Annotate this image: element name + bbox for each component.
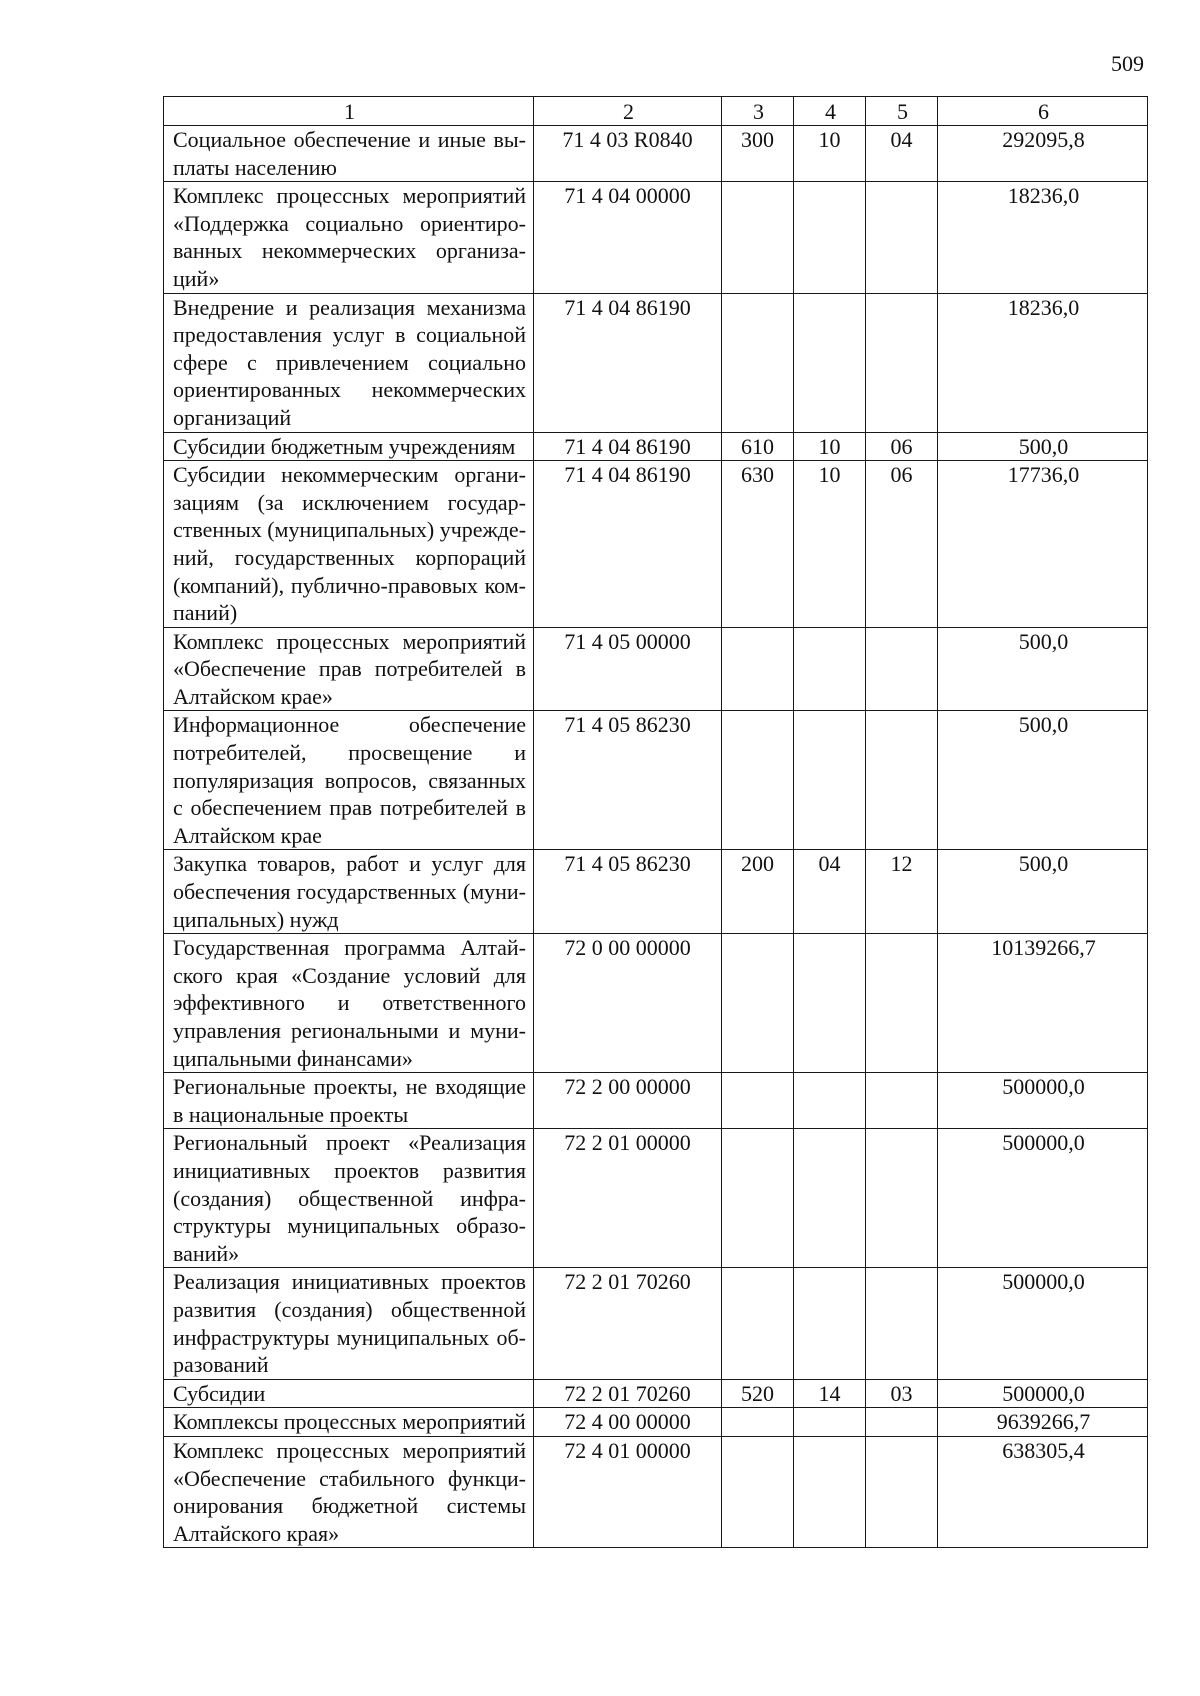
row-name-cell: Информационное обеспечение потребителей, просвещение и популяризация вопросов, связанных с обеспечением прав потребителей в Алтайском крае [164, 711, 534, 850]
table-row [164, 711, 1148, 850]
table-row [164, 126, 1148, 182]
column-header-4: 4 [794, 97, 866, 126]
page-number: 509 [1111, 51, 1144, 76]
column-header-1: 1 [164, 97, 534, 126]
row-name-cell: Социальное обеспечение и иные выплаты населению [164, 126, 534, 182]
row-col5-cell [866, 627, 938, 711]
table-row [164, 1379, 1148, 1408]
row-amount-cell: 500,0 [938, 432, 1148, 461]
row-amount-cell: 18236,0 [938, 293, 1148, 432]
row-col5-cell: 06 [866, 461, 938, 628]
row-amount-cell: 292095,8 [938, 126, 1148, 182]
row-col3-cell [722, 1408, 794, 1437]
row-name-cell: Региональные проекты, не входящие в национальные проекты [164, 1073, 534, 1129]
table-row [164, 293, 1148, 432]
row-amount-cell: 500000,0 [938, 1073, 1148, 1129]
row-code-cell: 71 4 04 86190 [534, 432, 722, 461]
row-col4-cell: 10 [794, 126, 866, 182]
row-col3-cell [722, 293, 794, 432]
table-row [164, 1268, 1148, 1379]
row-col4-cell: 10 [794, 432, 866, 461]
row-name-cell: Региональный проект «Реализация инициативных проектов развития (создания) общественной инфраструктуры муниципальных образований» [164, 1129, 534, 1268]
column-header-2: 2 [534, 97, 722, 126]
row-col5-cell [866, 1129, 938, 1268]
table-row [164, 1129, 1148, 1268]
row-col5-cell: 06 [866, 432, 938, 461]
row-col3-cell: 610 [722, 432, 794, 461]
row-code-cell: 72 4 00 00000 [534, 1408, 722, 1437]
row-code-cell: 72 2 01 00000 [534, 1129, 722, 1268]
row-col3-cell [722, 1436, 794, 1547]
row-code-cell: 72 2 00 00000 [534, 1073, 722, 1129]
row-col4-cell: 14 [794, 1379, 866, 1408]
row-col5-cell [866, 1073, 938, 1129]
row-code-cell: 71 4 04 86190 [534, 461, 722, 628]
row-name-cell: Закупка товаров, работ и услуг для обеспечения государственных (муниципальных) нужд [164, 850, 534, 934]
row-col3-cell [722, 934, 794, 1073]
row-col3-cell: 630 [722, 461, 794, 628]
row-code-cell: 71 4 05 00000 [534, 627, 722, 711]
table-row [164, 461, 1148, 628]
row-col4-cell: 10 [794, 461, 866, 628]
row-col5-cell [866, 1268, 938, 1379]
row-code-cell: 72 0 00 00000 [534, 934, 722, 1073]
row-col3-cell: 520 [722, 1379, 794, 1408]
budget-table [163, 96, 1148, 1548]
column-header-6: 6 [938, 97, 1148, 126]
row-col4-cell [794, 627, 866, 711]
row-col5-cell: 04 [866, 126, 938, 182]
row-col3-cell: 200 [722, 850, 794, 934]
row-amount-cell: 17736,0 [938, 461, 1148, 628]
row-code-cell: 72 2 01 70260 [534, 1268, 722, 1379]
row-code-cell: 71 4 05 86230 [534, 711, 722, 850]
row-amount-cell: 500,0 [938, 711, 1148, 850]
row-amount-cell: 10139266,7 [938, 934, 1148, 1073]
column-header-3: 3 [722, 97, 794, 126]
row-name-cell: Субсидии [164, 1379, 534, 1408]
row-col4-cell [794, 1268, 866, 1379]
table-row [164, 1436, 1148, 1547]
row-col5-cell: 12 [866, 850, 938, 934]
row-code-cell: 71 4 04 00000 [534, 182, 722, 293]
table-header-row [164, 97, 1148, 126]
row-col5-cell [866, 1436, 938, 1547]
row-amount-cell: 500000,0 [938, 1129, 1148, 1268]
row-col3-cell: 300 [722, 126, 794, 182]
table-row [164, 934, 1148, 1073]
row-col4-cell [794, 1129, 866, 1268]
row-col4-cell [794, 934, 866, 1073]
row-amount-cell: 638305,4 [938, 1436, 1148, 1547]
row-col4-cell [794, 711, 866, 850]
row-col4-cell [794, 1073, 866, 1129]
row-col5-cell [866, 1408, 938, 1437]
row-col5-cell [866, 711, 938, 850]
row-amount-cell: 500,0 [938, 850, 1148, 934]
row-col5-cell: 03 [866, 1379, 938, 1408]
row-name-cell: Реализация инициативных проектов развития (создания) общественной инфраструктуры муниципальных образований [164, 1268, 534, 1379]
table-row [164, 432, 1148, 461]
column-header-5: 5 [866, 97, 938, 126]
row-col3-cell [722, 1129, 794, 1268]
row-col3-cell [722, 1073, 794, 1129]
row-name-cell: Комплекс процессных мероприятий «Поддержка социально ориентированных некоммерческих организаций» [164, 182, 534, 293]
row-col3-cell [722, 627, 794, 711]
row-name-cell: Комплекс процессных мероприятий «Обеспечение прав потребителей в Алтайском крае» [164, 627, 534, 711]
row-code-cell: 72 2 01 70260 [534, 1379, 722, 1408]
row-name-cell: Государственная программа Алтайского края «Создание условий для эффективного и ответственного управления региональными и муниципальными финансами» [164, 934, 534, 1073]
row-name-cell: Субсидии бюджетным учреждениям [164, 432, 534, 461]
row-name-cell: Субсидии некоммерческим организациям (за исключением государственных (муниципальных) учреждений, государственных корпораций (компаний), публично-правовых компаний) [164, 461, 534, 628]
row-col4-cell: 04 [794, 850, 866, 934]
row-col5-cell [866, 934, 938, 1073]
row-amount-cell: 18236,0 [938, 182, 1148, 293]
table-row [164, 1408, 1148, 1437]
row-code-cell: 71 4 04 86190 [534, 293, 722, 432]
row-code-cell: 72 4 01 00000 [534, 1436, 722, 1547]
row-amount-cell: 500000,0 [938, 1379, 1148, 1408]
row-col3-cell [722, 182, 794, 293]
row-col4-cell [794, 293, 866, 432]
row-col3-cell [722, 1268, 794, 1379]
row-col4-cell [794, 1436, 866, 1547]
table-body [164, 126, 1148, 1548]
row-amount-cell: 500,0 [938, 627, 1148, 711]
row-name-cell: Комплекс процессных мероприятий «Обеспечение стабильного функционирования бюджетной системы Алтайского края» [164, 1436, 534, 1547]
row-col4-cell [794, 1408, 866, 1437]
row-name-cell: Внедрение и реализация механизма предоставления услуг в социальной сфере с привлечением социально ориентированных некоммерческих организаций [164, 293, 534, 432]
table-row [164, 850, 1148, 934]
row-amount-cell: 9639266,7 [938, 1408, 1148, 1437]
row-col5-cell [866, 293, 938, 432]
table-row [164, 1073, 1148, 1129]
table-row [164, 627, 1148, 711]
row-code-cell: 71 4 03 R0840 [534, 126, 722, 182]
row-col5-cell [866, 182, 938, 293]
row-name-cell: Комплексы процессных мероприятий [164, 1408, 534, 1437]
row-col3-cell [722, 711, 794, 850]
row-col4-cell [794, 182, 866, 293]
row-amount-cell: 500000,0 [938, 1268, 1148, 1379]
row-code-cell: 71 4 05 86230 [534, 850, 722, 934]
table-row [164, 182, 1148, 293]
